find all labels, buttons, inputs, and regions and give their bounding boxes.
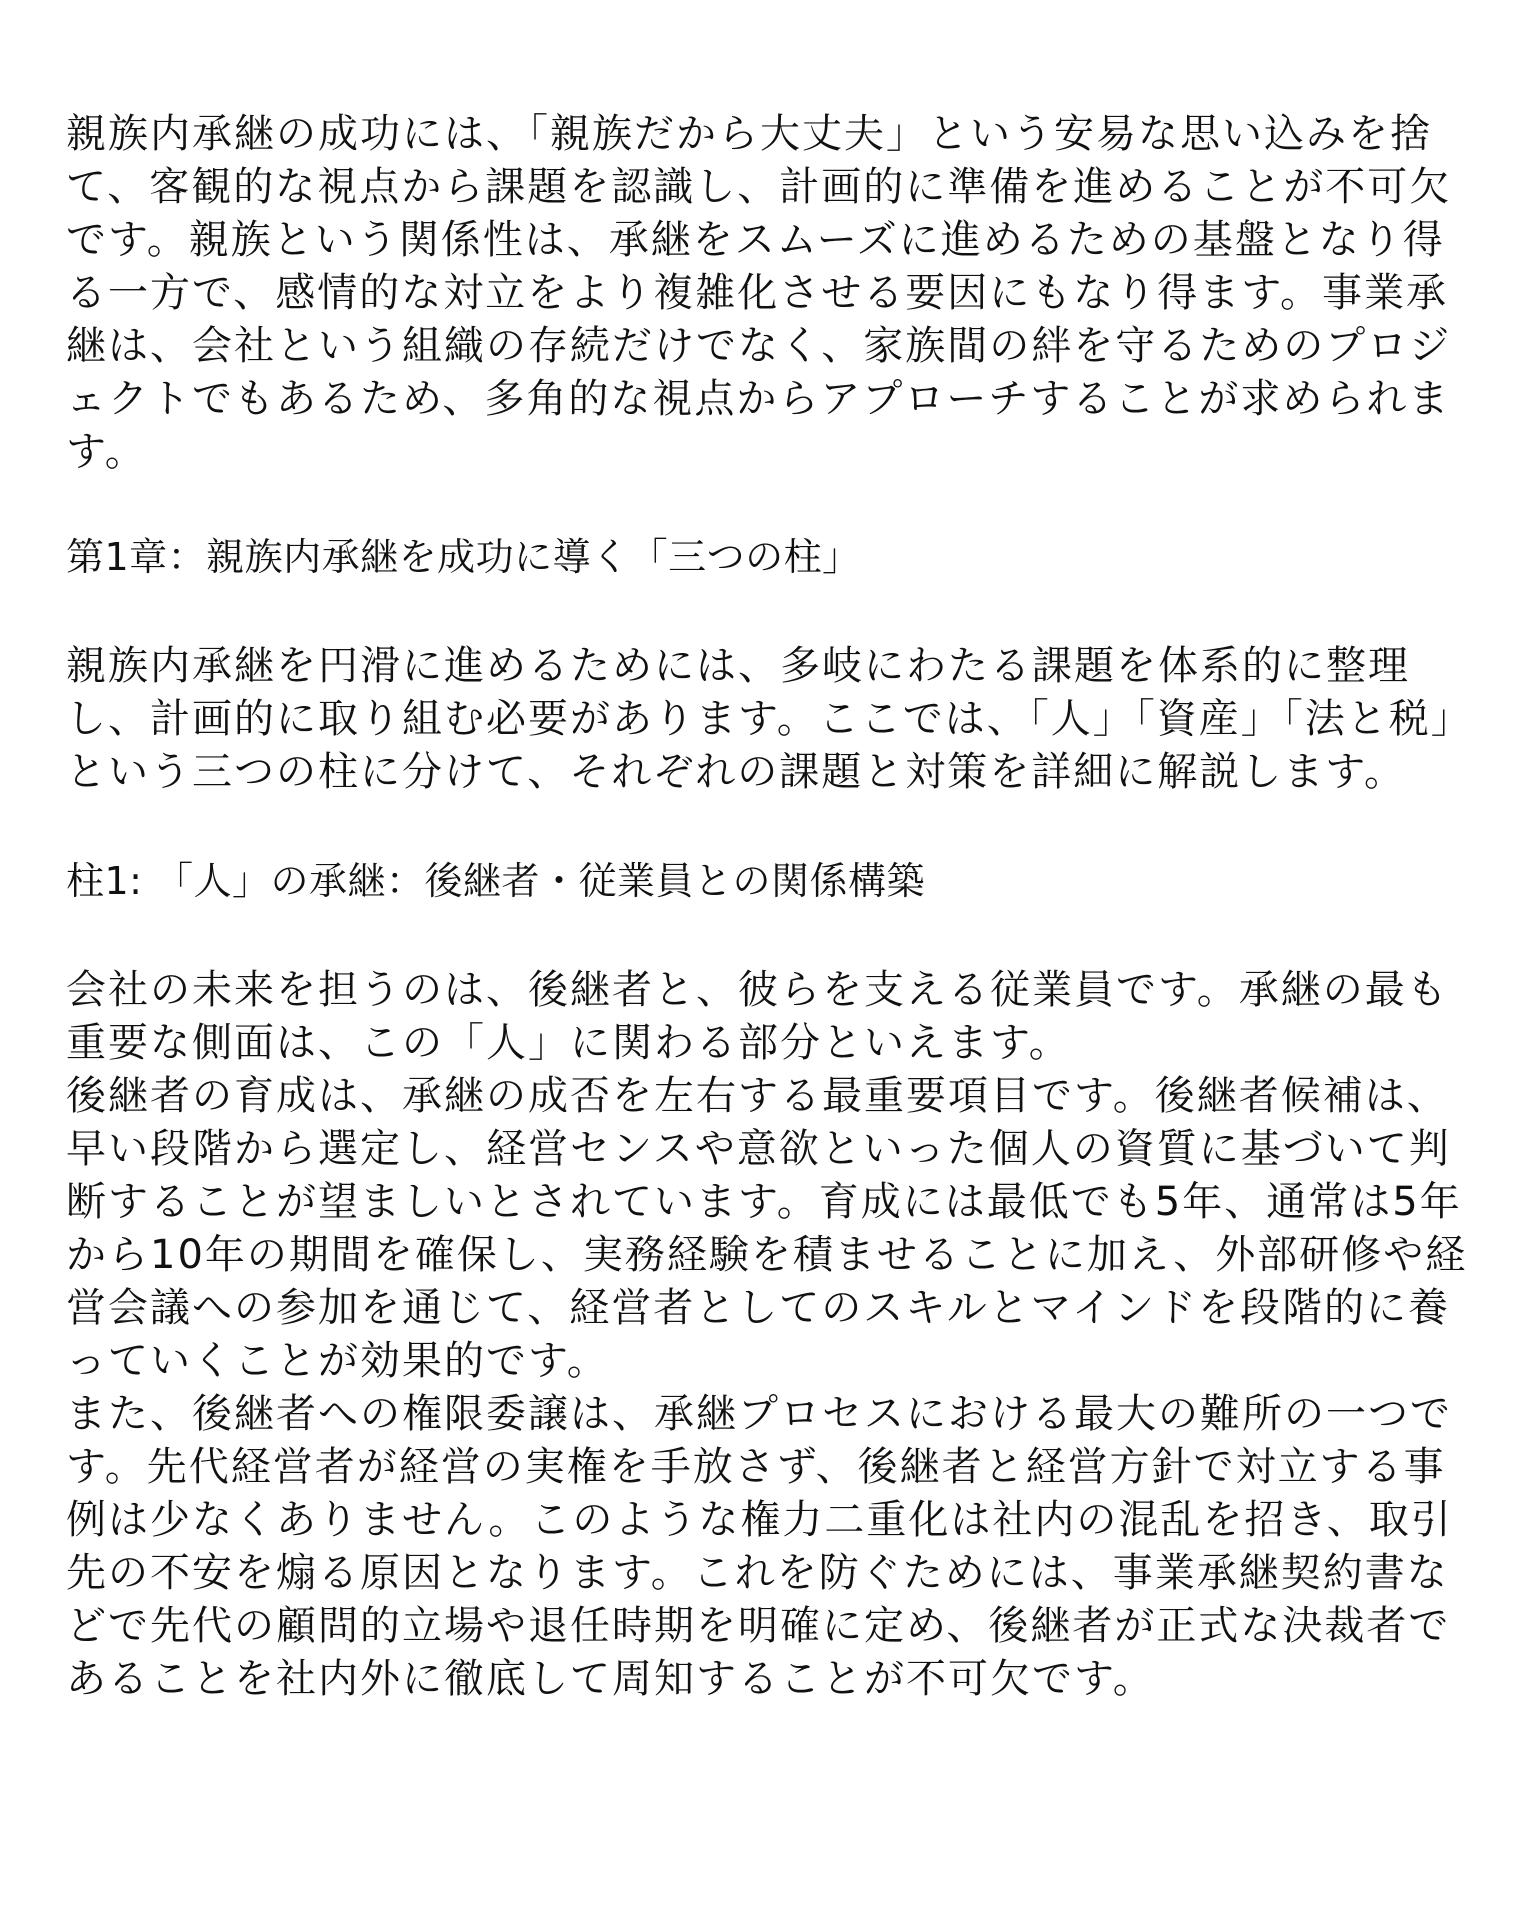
spacer — [66, 584, 1476, 640]
spacer — [66, 908, 1476, 964]
document-page — [66, 108, 1476, 1706]
spacer — [66, 479, 1476, 531]
intro-paragraph: 親族内承継の成功には、「親族だから大丈夫」という安易な思い込みを捨て、客観的な視点から課題を認識し、計画的に準備を進めることが不可欠です。親族という関係性は、承継をスムーズに進めるための基盤となり得る一方で、感情的な対立をより複雑化させる要因にもなり得ます。事業承継は、会社という組織の存続だけでなく、家族間の絆を守るためのプロジェクトでもあるため、多角的な視点からアプローチすることが求められます。 — [66, 111, 1452, 475]
pillar-1-heading: 柱1: 「人」の承継：後継者・従業員との関係構築 — [66, 859, 926, 903]
chapter-1-heading: 第1章：親族内承継を成功に導く「三つの柱」 — [66, 535, 861, 579]
spacer — [66, 799, 1476, 855]
pillar-1-paragraph-3: また、後継者への権限委譲は、承継プロセスにおける最大の難所の一つです。先代経営者が経営の実権を手放さず、後継者と経営方針で対立する事例は少なくありません。このような権力二重化は社内の混乱を招き、取引先の不安を煽る原因となります。これを防ぐためには、事業承継契約書などで先代の顧問的立場や退任時期を明確に定め、後継者が正式な決裁者であることを社内外に徹底して周知することが不可欠です。 — [66, 1391, 1453, 1702]
chapter-1-paragraph: 親族内承継を円滑に進めるためには、多岐にわたる課題を体系的に整理し、計画的に取り組む必要があります。ここでは、「人」「資産」「法と税」という三つの柱に分けて、それぞれの課題と対策を詳細に解説します。 — [66, 643, 1473, 795]
pillar-1-paragraph-2: 後継者の育成は、承継の成否を左右する最重要項目です。後継者候補は、早い段階から選定し、経営センスや意欲といった個人の資質に基づいて判断することが望ましいとされています。育成には最低でも5年、通常は5年から10年の期間を確保し、実務経験を積ませることに加え、外部研修や経営会議への参加を通じて、経営者としてのスキルとマインドを段階的に養っていくことが効果的です。 — [66, 1073, 1468, 1384]
pillar-1-paragraph-1: 会社の未来を担うのは、後継者と、彼らを支える従業員です。承継の最も重要な側面は、この「人」に関わる部分といえます。 — [66, 967, 1449, 1066]
